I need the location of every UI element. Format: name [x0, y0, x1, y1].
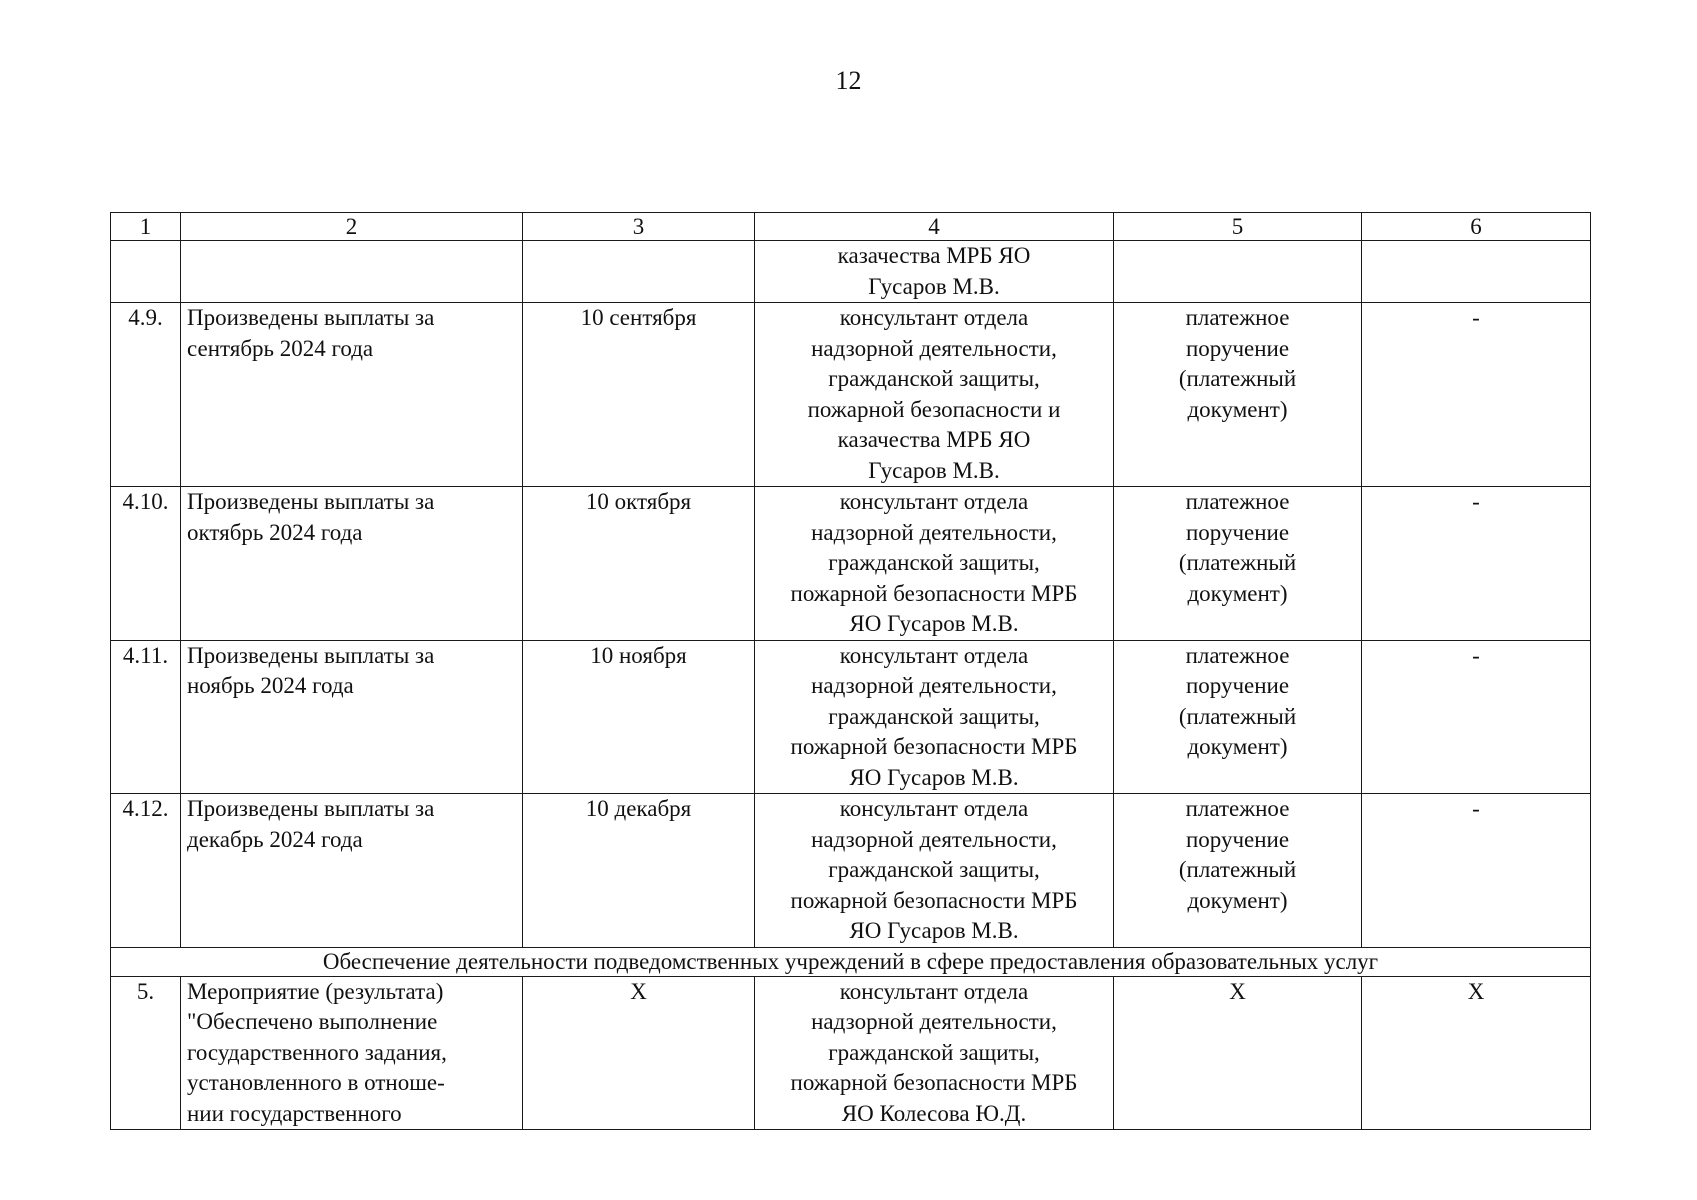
event-description: Произведены выплаты за октябрь 2024 года	[181, 487, 523, 641]
row-number: 4.11.	[111, 640, 181, 794]
deadline-date: 10 октября	[523, 487, 755, 641]
column-number: 1	[111, 213, 181, 241]
deadline-date: 10 сентября	[523, 303, 755, 487]
table-row	[111, 640, 1591, 794]
note-cell: -	[1362, 303, 1591, 487]
row-number: 4.9.	[111, 303, 181, 487]
row-number: 5.	[111, 976, 181, 1130]
row-number: 4.10.	[111, 487, 181, 641]
confirming-document: Х	[1114, 976, 1362, 1130]
deadline-date: 10 ноября	[523, 640, 755, 794]
column-number: 5	[1114, 213, 1362, 241]
note-cell: Х	[1362, 976, 1591, 1130]
section-row	[111, 947, 1591, 976]
table-row	[111, 794, 1591, 948]
responsible-person: консультант отдела надзорной деятельности, гражданской защиты, пожарной безопасности МРБ ЯО Гусаров М.В.	[755, 487, 1114, 641]
deadline-date	[523, 241, 755, 303]
responsible-person: консультант отдела надзорной деятельности, гражданской защиты, пожарной безопасности МРБ ЯО Гусаров М.В.	[755, 640, 1114, 794]
column-number-row	[111, 213, 1591, 241]
column-number: 3	[523, 213, 755, 241]
note-cell: -	[1362, 794, 1591, 948]
row-number: 4.12.	[111, 794, 181, 948]
column-number: 6	[1362, 213, 1591, 241]
event-description: Произведены выплаты за декабрь 2024 года	[181, 794, 523, 948]
section-title: Обеспечение деятельности подведомственных учреждений в сфере предоставления образовательных услуг	[111, 947, 1591, 976]
note-cell	[1362, 241, 1591, 303]
note-cell: -	[1362, 640, 1591, 794]
page-number: 12	[835, 66, 862, 95]
responsible-person: казачества МРБ ЯО Гусаров М.В.	[755, 241, 1114, 303]
responsible-person: консультант отдела надзорной деятельности, гражданской защиты, пожарной безопасности и казачества МРБ ЯО Гусаров М.В.	[755, 303, 1114, 487]
column-number: 2	[181, 213, 523, 241]
table-row	[111, 303, 1591, 487]
event-description: Произведены выплаты за сентябрь 2024 года	[181, 303, 523, 487]
event-description	[181, 241, 523, 303]
confirming-document: платежное поручение (платежный документ)	[1114, 640, 1362, 794]
row-number	[111, 241, 181, 303]
deadline-date: 10 декабря	[523, 794, 755, 948]
note-cell: -	[1362, 487, 1591, 641]
table-row	[111, 487, 1591, 641]
confirming-document: платежное поручение (платежный документ)	[1114, 303, 1362, 487]
table-row	[111, 241, 1591, 303]
plan-table	[110, 212, 1591, 1130]
confirming-document	[1114, 241, 1362, 303]
responsible-person: консультант отдела надзорной деятельности, гражданской защиты, пожарной безопасности МРБ ЯО Гусаров М.В.	[755, 794, 1114, 948]
event-description: Мероприятие (результата) "Обеспечено выполнение государственного задания, установленного в отноше- нии государственного	[181, 976, 523, 1130]
deadline-date: Х	[523, 976, 755, 1130]
column-number: 4	[755, 213, 1114, 241]
responsible-person: консультант отдела надзорной деятельности, гражданской защиты, пожарной безопасности МРБ ЯО Колесова Ю.Д.	[755, 976, 1114, 1130]
event-description: Произведены выплаты за ноябрь 2024 года	[181, 640, 523, 794]
confirming-document: платежное поручение (платежный документ)	[1114, 487, 1362, 641]
table-row	[111, 976, 1591, 1130]
confirming-document: платежное поручение (платежный документ)	[1114, 794, 1362, 948]
